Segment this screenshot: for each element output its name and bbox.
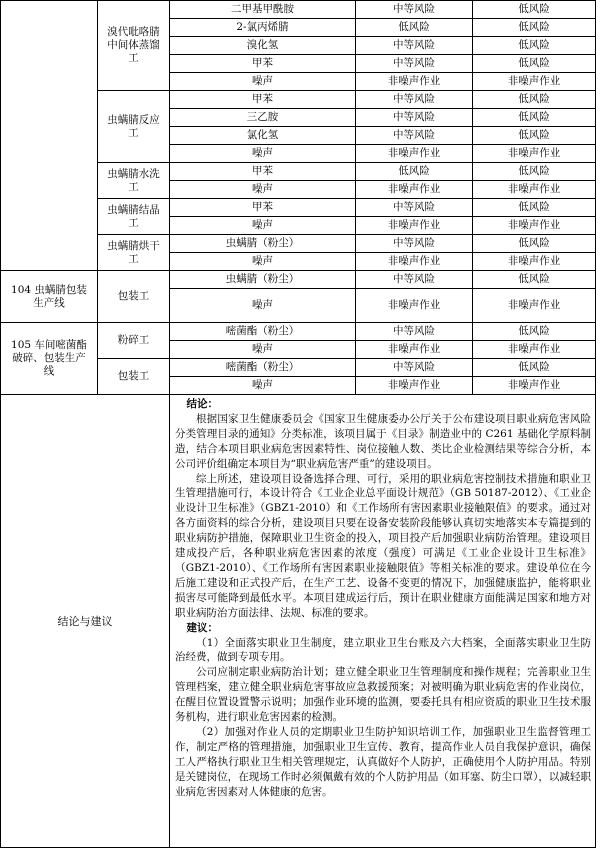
post-cell: 虫螨腈烘干工	[98, 235, 170, 271]
risk-level-after-cell: 低风险	[473, 359, 596, 377]
conclusion-paragraph-2: 综上所述，建设项目设备选择合理、可行，采用的职业病危害控制技术措施和职业卫生管理措施可行，本设计符合《工业企业总平面设计规范》（GB 50187-2012）、《工业企业设计卫生标准》（GBZ1-2010）和《工作场所有害因素职业接触限值》的要求。通过对各方面资料的综合分析，建设项目只要在设备安装阶段能够认真切实地落实本专篇提到的职业病防护措施，保障职业卫生资金的投入，项目投产后加强职业病防治管理。建设项目建成投产后，各种职业病危害因素的浓度（强度）可满足《工业企业设计卫生标准》（GBZ1-2010）、《工作场所有害因素职业接触限值》等相关标准的要求。建设单位在今后施工建设和正式投产后，在生产工艺、设备不变更的情况下，加强健康监护，能将职业损害尽可能降到最低水平。本项目建成运行后，预计在职业健康方面能满足国家和地方对职业病防治方面法律、法规、标准的要求。	[175, 472, 591, 619]
risk-level-cell: 非噪声作业	[356, 253, 473, 271]
risk-level-after-cell: 低风险	[473, 1, 596, 19]
risk-level-after-cell: 低风险	[473, 271, 596, 289]
hazard-factor-cell: 噪声	[170, 253, 356, 271]
risk-level-cell: 非噪声作业	[356, 217, 473, 235]
risk-level-after-cell: 非噪声作业	[473, 73, 596, 91]
suggestion-paragraph-1: （1）全面落实职业卫生制度，建立职业卫生台账及六大档案，全面落实职业卫生防治经费，做到专项专用。	[175, 636, 591, 664]
hazard-factor-cell: 噪声	[170, 289, 356, 323]
risk-level-after-cell: 非噪声作业	[473, 253, 596, 271]
table-row	[1, 323, 596, 341]
risk-level-after-cell: 非噪声作业	[473, 217, 596, 235]
hazard-factor-cell: 噪声	[170, 217, 356, 235]
risk-level-after-cell: 低风险	[473, 323, 596, 341]
post-cell: 虫螨腈反应工	[98, 91, 170, 163]
suggestion-heading: 建议：	[186, 621, 219, 634]
risk-level-cell: 中等风险	[356, 323, 473, 341]
risk-level-after-cell: 低风险	[473, 235, 596, 253]
post-cell: 包装工	[98, 271, 170, 323]
post-cell: 粉碎工	[98, 323, 170, 359]
table-row	[1, 1, 596, 19]
hazard-factor-cell: 嘧菌酯（粉尘）	[170, 359, 356, 377]
risk-level-cell: 非噪声作业	[356, 145, 473, 163]
risk-level-after-cell: 低风险	[473, 127, 596, 145]
risk-level-cell: 中等风险	[356, 127, 473, 145]
hazard-factor-cell: 虫螨腈（粉尘）	[170, 235, 356, 253]
risk-level-after-cell: 非噪声作业	[473, 377, 596, 395]
hazard-factor-cell: 噪声	[170, 181, 356, 199]
conclusion-label: 结论与建议	[1, 395, 170, 848]
conclusion-paragraph-1: 根据国家卫生健康委员会《国家卫生健康委办公厅关于公布建设项目职业病危害风险分类管理目录的通知》分类标准，该项目属于《目录》制造业中的 C261 基础化学原料制造，结合本项目职业病危害因素特性、岗位接触人数、类比企业检测结果等综合分析，本公司评价组确定本项目为“职业病危害严重”的建设项目。	[175, 412, 591, 470]
hazard-factor-cell: 2-氯丙烯腈	[170, 19, 356, 37]
risk-level-cell: 中等风险	[356, 37, 473, 55]
post-cell: 包装工	[98, 359, 170, 395]
hazard-factor-cell: 甲苯	[170, 163, 356, 181]
hazard-factor-cell: 噪声	[170, 341, 356, 359]
hazard-factor-cell: 虫螨腈（粉尘）	[170, 271, 356, 289]
risk-level-after-cell: 非噪声作业	[473, 181, 596, 199]
risk-level-cell: 中等风险	[356, 271, 473, 289]
risk-level-cell: 非噪声作业	[356, 377, 473, 395]
risk-level-cell: 非噪声作业	[356, 289, 473, 323]
risk-level-cell: 中等风险	[356, 359, 473, 377]
risk-level-cell: 中等风险	[356, 1, 473, 19]
workshop-cell: 105 车间嘧菌酯破碎、包装生产线	[1, 323, 98, 395]
risk-level-cell: 中等风险	[356, 55, 473, 73]
risk-level-cell: 非噪声作业	[356, 73, 473, 91]
conclusion-text	[170, 395, 596, 848]
hazard-factor-cell: 二甲基甲酰胺	[170, 1, 356, 19]
post-cell: 虫螨腈结晶工	[98, 199, 170, 235]
risk-level-cell: 非噪声作业	[356, 181, 473, 199]
risk-level-after-cell: 低风险	[473, 109, 596, 127]
risk-level-cell: 非噪声作业	[356, 341, 473, 359]
risk-table-body	[1, 1, 596, 395]
risk-level-cell: 中等风险	[356, 91, 473, 109]
risk-level-after-cell: 低风险	[473, 91, 596, 109]
post-cell: 虫螨腈水洗工	[98, 163, 170, 199]
risk-level-after-cell: 低风险	[473, 19, 596, 37]
hazard-factor-cell: 甲苯	[170, 91, 356, 109]
hazard-factor-cell: 噪声	[170, 145, 356, 163]
hazard-factor-cell: 噪声	[170, 73, 356, 91]
hazard-factor-cell: 噪声	[170, 377, 356, 395]
risk-level-cell: 低风险	[356, 19, 473, 37]
risk-level-cell: 中等风险	[356, 199, 473, 217]
risk-level-after-cell: 低风险	[473, 163, 596, 181]
table-row	[1, 271, 596, 289]
hazard-factor-cell: 三乙胺	[170, 109, 356, 127]
hazard-factor-cell: 嘧菌酯（粉尘）	[170, 323, 356, 341]
risk-level-cell: 中等风险	[356, 235, 473, 253]
workshop-cell: 104 虫螨腈包装生产线	[1, 271, 98, 323]
risk-level-cell: 中等风险	[356, 109, 473, 127]
risk-level-after-cell: 非噪声作业	[473, 145, 596, 163]
suggestion-paragraph-2: 公司应制定职业病防治计划；建立健全职业卫生管理制度和操作规程；完善职业卫生管理档案，建立健全职业病危害事故应急救援预案；对被明确为职业病危害的作业岗位，在醒目位置设置警示说明；加强作业环境的监测，要委托具有相应资质的职业卫生技术服务机构，进行职业危害因素的检测。	[175, 666, 591, 724]
hazard-factor-cell: 溴化氢	[170, 37, 356, 55]
risk-level-after-cell: 低风险	[473, 55, 596, 73]
risk-level-after-cell: 低风险	[473, 37, 596, 55]
hazard-factor-cell: 氯化氢	[170, 127, 356, 145]
post-cell: 溴代吡咯腈中间体蒸馏工	[98, 1, 170, 91]
conclusion-heading: 结论：	[186, 398, 219, 410]
hazard-factor-cell: 甲苯	[170, 199, 356, 217]
workshop-cell	[1, 1, 98, 271]
hazard-factor-cell: 甲苯	[170, 55, 356, 73]
risk-level-after-cell: 低风险	[473, 199, 596, 217]
risk-level-after-cell: 非噪声作业	[473, 341, 596, 359]
risk-level-cell: 低风险	[356, 163, 473, 181]
risk-level-after-cell: 非噪声作业	[473, 289, 596, 323]
suggestion-paragraph-3: （2）加强对作业人员的定期职业卫生防护知识培训工作，加强职业卫生监督管理工作，制定严格的管理措施，加强职业卫生宣传、教育，提高作业人员自我保护意识，确保工人严格执行职业卫生相关管理规定，认真做好个人防护，正确使用个人防护用品。特别是关键岗位，在现场工作时必须佩戴有效的个人防护用品（如耳塞、防尘口罩），以减轻职业病危害因素对人体健康的危害。	[175, 725, 591, 798]
